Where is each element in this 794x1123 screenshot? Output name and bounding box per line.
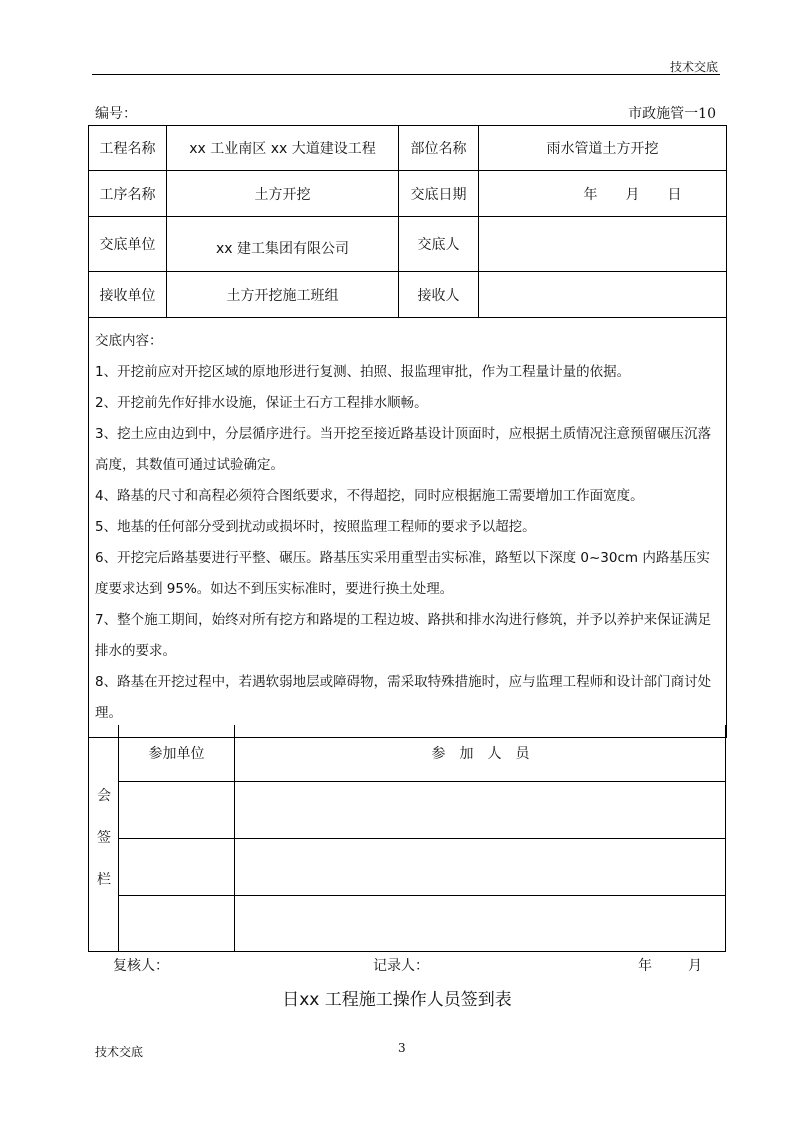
header-section-label: 技术交底 (669, 60, 718, 74)
signature-unit-cell[interactable] (119, 782, 235, 839)
table-row (119, 725, 726, 782)
table-row (89, 171, 727, 217)
header-divider (92, 74, 720, 75)
content-item: 1、开挖前应对开挖区域的原地形进行复测、拍照、报监理审批，作为工程量计量的依据。 (95, 364, 631, 380)
table-row (119, 782, 726, 839)
participants-header: 参 加 人 员 (235, 725, 727, 782)
handover-date-value: 年 月 日 (479, 171, 727, 217)
handover-content (89, 318, 727, 738)
sign-label-char: 签 (97, 830, 111, 846)
receiver-value (479, 272, 727, 318)
content-item: 3、挖土应由边到中，分层循序进行。当开挖至接近路基设计顶面时，应根据土质情况注意预留碾压沉落高度，其数值可通过试验确定。 (95, 426, 712, 473)
project-name-value: xx 工业南区 xx 大道建设工程 (167, 126, 399, 171)
handover-person-value (479, 217, 727, 272)
table-row (89, 217, 727, 272)
signature-column-label (89, 725, 119, 952)
content-item: 6、开挖完后路基要进行平整、碾压。路基压实采用重型击实标准，路堑以下深度 0~30cm 内路基压实度要求达到 95%。如达不到压实标准时，要进行换土处理。 (95, 550, 710, 597)
signature-people-cell[interactable] (235, 896, 727, 953)
document-code: 市政施管一10 (628, 106, 716, 122)
receive-unit-label: 接收单位 (89, 272, 167, 318)
content-item: 2、开挖前先作好排水设施，保证土石方工程排水顺畅。 (95, 395, 428, 411)
content-item: 4、路基的尺寸和高程必须符合图纸要求，不得超挖，同时应根据施工需要增加工作面宽度。 (95, 488, 644, 504)
content-item: 7、整个施工期间，始终对所有挖方和路堤的工程边坡、路拱和排水沟进行修筑，并予以养护来保证满足排水的要求。 (95, 612, 712, 659)
process-name-label: 工序名称 (89, 171, 167, 217)
sign-label-char: 会 (97, 788, 111, 804)
participant-unit-header: 参加单位 (119, 725, 235, 782)
part-name-value: 雨水管道土方开挖 (479, 126, 727, 171)
recorder-label: 记录人： (373, 958, 429, 974)
handover-date-label: 交底日期 (399, 171, 479, 217)
year-label: 年 (638, 958, 652, 974)
signature-people-cell[interactable] (235, 839, 727, 896)
receive-unit-value: 土方开挖施工班组 (167, 272, 399, 318)
signature-grid (119, 725, 726, 952)
document-number-label: 编号： (95, 106, 137, 122)
table-row (89, 126, 727, 171)
reviewer-label: 复核人： (113, 958, 169, 974)
content-item: 5、地基的任何部分受到扰动或损坏时，按照监理工程师的要求予以超挖。 (95, 519, 536, 535)
table-row (89, 318, 727, 738)
content-item: 8、路基在开挖过程中，若遇软弱地层或障碍物，需采取特殊措施时，应与监理工程师和设计部门商讨处理。 (95, 674, 712, 721)
page-number: 3 (398, 1041, 406, 1055)
handover-person-label: 交底人 (399, 217, 479, 272)
sign-label-char: 栏 (97, 872, 111, 888)
table-row (89, 272, 727, 318)
part-name-label: 部位名称 (399, 126, 479, 171)
project-name-label: 工程名称 (89, 126, 167, 171)
table-row (119, 839, 726, 896)
signature-unit-cell[interactable] (119, 896, 235, 953)
signature-unit-cell[interactable] (119, 839, 235, 896)
handover-table (88, 125, 727, 738)
signature-section (88, 725, 726, 952)
process-name-value: 土方开挖 (167, 171, 399, 217)
table-row (119, 896, 726, 953)
receiver-label: 接收人 (399, 272, 479, 318)
page-footer-label: 技术交底 (95, 1045, 144, 1059)
handover-unit-value: xx 建工集团有限公司 (167, 217, 399, 272)
signature-people-cell[interactable] (235, 782, 727, 839)
sign-in-sheet-title: 日xx 工程施工操作人员签到表 (282, 990, 512, 1010)
handover-unit-label: 交底单位 (89, 217, 167, 272)
month-label: 月 (688, 958, 702, 974)
content-title: 交底内容： (95, 333, 163, 349)
